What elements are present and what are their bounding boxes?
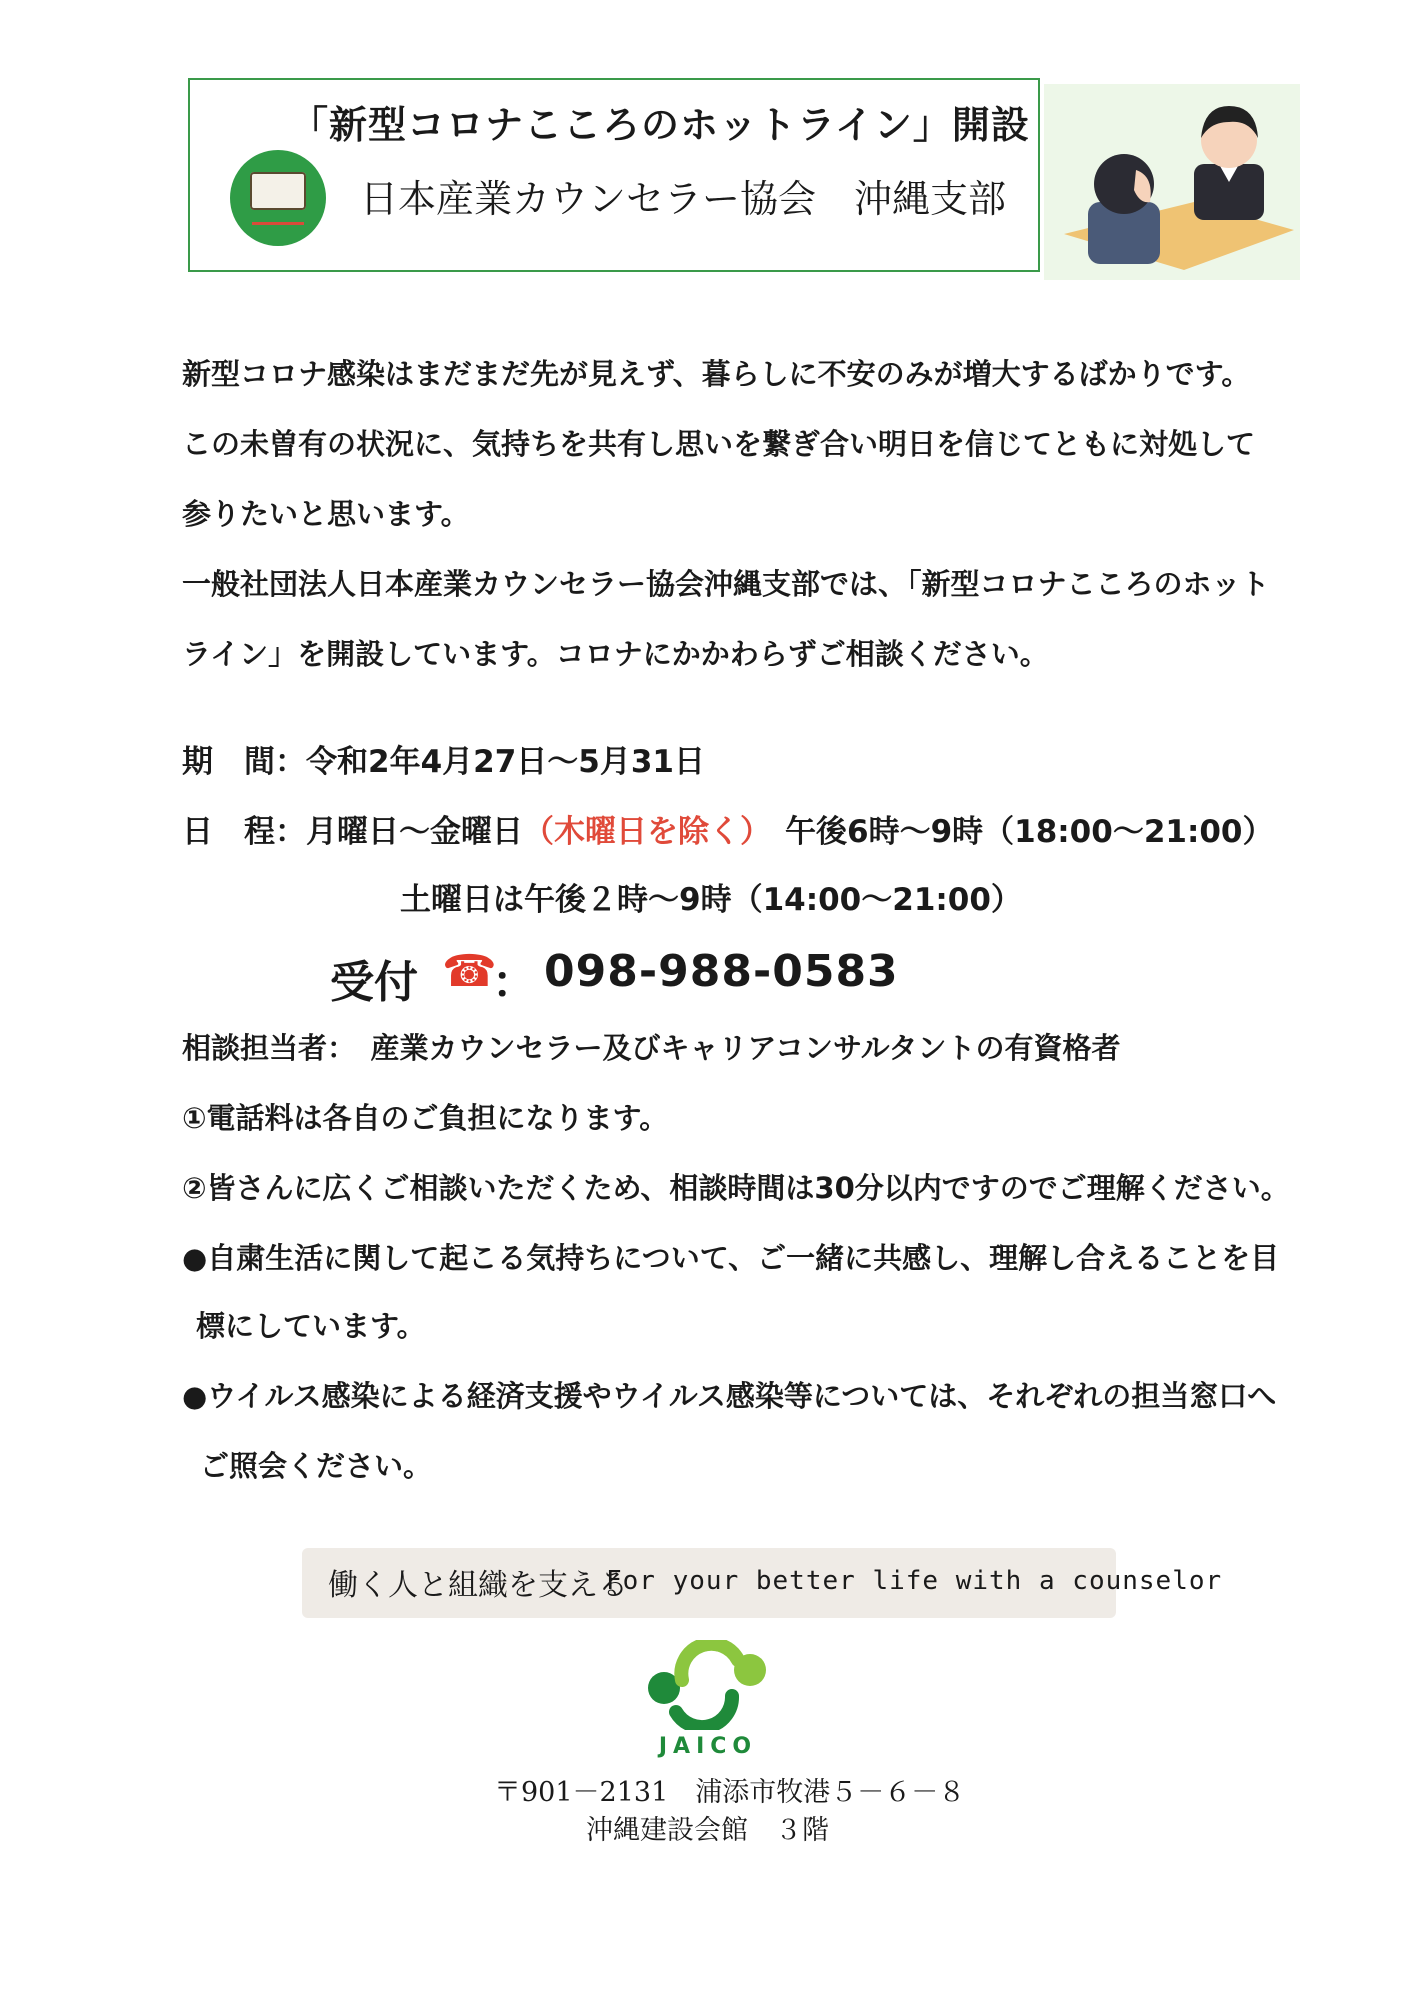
period-row [182,736,705,781]
badge-emblem-icon [250,172,306,210]
schedule-exception: （木曜日を除く） [523,814,771,850]
schedule-saturday: 土曜日は午後２時～9時（14:00～21:00） [400,882,1022,918]
telephone-icon: ☎ [442,946,497,997]
slogan-english: For your better life with a counselor [606,1566,1223,1596]
bullet-2-line-1: ●ウイルス感染による経済支援やウイルス感染等については、それぞれの担当窓口へ [182,1379,1277,1413]
note-1: ①電話料は各自のご負担になります。 [182,1101,669,1135]
phone-colon: ： [492,957,536,1008]
schedule-days: 月曜日～金曜日 [306,814,523,850]
schedule-weekday-time: 午後6時～9時（18:00～21:00） [785,814,1274,850]
note-2: ②皆さんに広くご相談いただくため、相談時間は30分以内ですのでご理解ください。 [182,1171,1290,1205]
intro-line-1: 新型コロナ感染はまだまだ先が見えず、暮らしに不安のみが増大するばかりです。 [182,357,1251,391]
bullet-2-line-2: ご照会ください。 [200,1449,433,1483]
period-label: 期 間： [182,744,306,780]
page-title: 「新型コロナこころのホットライン」開設 [290,103,1030,147]
organization-name: 日本産業カウンセラー協会 沖縄支部 [360,177,1007,221]
counselor-info: 相談担当者： 産業カウンセラー及びキャリアコンサルタントの有資格者 [182,1031,1121,1065]
intro-line-2: この未曽有の状況に、気持ちを共有し思いを繋ぎ合い明日を信じてともに対処して [182,427,1256,461]
phone-number[interactable]: 098-988-0583 [544,946,899,997]
bullet-1-line-1: ●自粛生活に関して起こる気持ちについて、ご一緒に共感し、理解し合えることを目 [182,1241,1280,1275]
intro-line-5: ライン」を開設しています。コロナにかかわらずご相談ください。 [182,637,1049,671]
badge-stripe-icon [252,222,304,225]
address-line-2: 沖縄建設会館 ３階 [586,1815,829,1846]
slogan-japanese: 働く人と組織を支える [328,1568,628,1603]
address-line-1: 〒901－2131 浦添市牧港５－６－８ [494,1777,966,1808]
schedule-row [182,806,1274,851]
bullet-1-line-2: 標にしています。 [196,1309,426,1343]
reception-label: 受付 [330,957,418,1008]
logo-text: JAICO [658,1734,758,1759]
schedule-label: 日 程： [182,814,306,850]
period-value: 令和2年4月27日～5月31日 [306,744,705,780]
jaico-logo-icon [640,1640,774,1730]
counseling-illustration-icon [1044,84,1300,280]
intro-line-3: 参りたいと思います。 [182,497,470,531]
intro-line-4: 一般社団法人日本産業カウンセラー協会沖縄支部では、「新型コロナこころのホット [182,567,1270,601]
